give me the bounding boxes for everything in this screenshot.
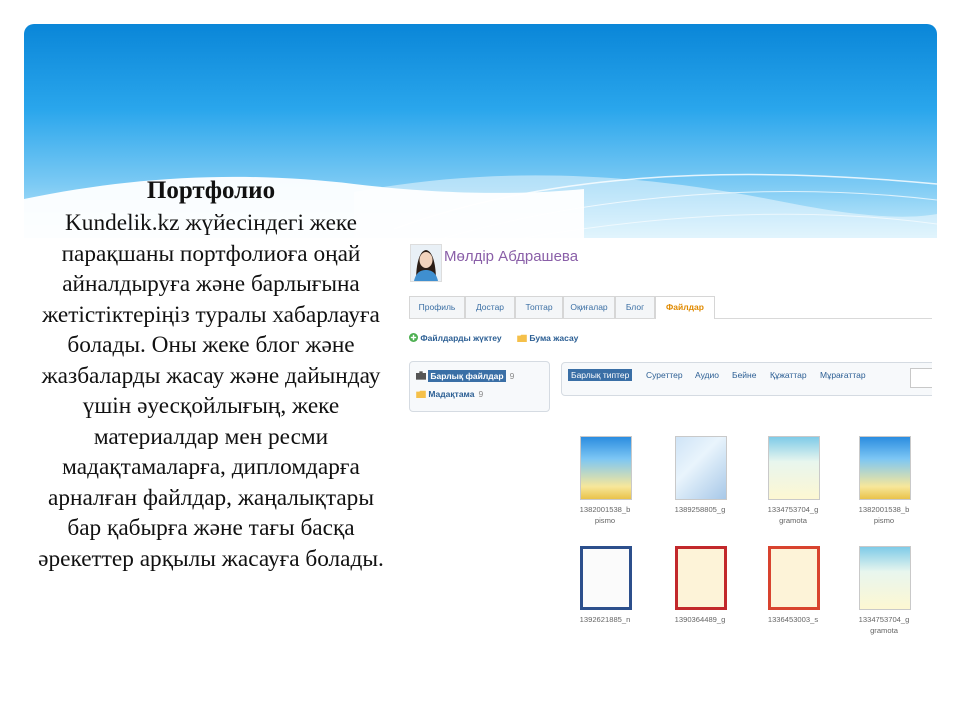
folder-list [409,361,550,412]
folder-all-files-label: Барлық файлдар [430,371,504,381]
upload-files-label: Файлдарды жүктеу [420,333,502,343]
folder-awards-count: 9 [478,389,484,399]
folder-icon [517,334,527,342]
plus-circle-icon [409,333,418,342]
user-name[interactable]: Мөлдір Абдрашева [444,248,579,265]
file-name[interactable]: 1382001538_b pismo [579,505,631,525]
file-type-filters [561,362,932,396]
tab-events[interactable]: Оқиғалар [563,296,615,318]
tab-blog[interactable]: Блог [615,296,655,318]
tab-groups[interactable]: Топтар [515,296,563,318]
folder-all-files-count: 9 [509,371,515,381]
file-name[interactable]: 1334753704_g gramota [858,615,910,635]
file-name[interactable]: 1392621885_n [579,615,631,624]
briefcase-icon [416,371,426,380]
tab-profile[interactable]: Профиль [409,296,465,318]
create-folder-label: Бума жасау [529,333,579,343]
file-thumbnail[interactable] [675,546,727,610]
file-thumbnail[interactable] [859,436,911,500]
filter-video[interactable]: Бейне [732,370,757,380]
file-name[interactable]: 1336453003_s [767,615,819,624]
folder-all-files[interactable] [416,371,514,381]
folder-icon [416,390,426,398]
file-thumbnail[interactable] [580,436,632,500]
slide-body: Kundelik.kz жүйесіндегі жеке парақшаны портфолиоға оңай айналдыруға және барлығына жетістіктеріңіз туралы хабарлауға болады. Оны жеке блог және жазбаларды жасау және дайындау үшін әуесқойлығың, жеке материалдар мен ресми мадақтамаларға, дипломдарға арналған файлдар, жаңалықтары бар қабырға және тағы басқа әрекеттер арқылы жасауға болады. [38,210,384,572]
slide-title: Портфолио [146,177,276,204]
avatar[interactable] [410,244,442,282]
file-name[interactable]: 1382001538_b pismo [858,505,910,525]
file-name[interactable]: 1390364489_g [674,615,726,624]
slide-text [30,174,392,574]
file-thumbnail[interactable] [859,546,911,610]
file-thumbnail[interactable] [580,546,632,610]
file-thumbnail[interactable] [675,436,727,500]
file-thumbnail[interactable] [768,436,820,500]
folder-awards-label: Мадақтама [428,389,475,399]
folder-awards[interactable] [416,389,483,399]
profile-tabs [409,296,932,319]
filter-archives[interactable]: Мұрағаттар [820,370,866,380]
filter-all-types[interactable]: Барлық типтер [568,369,632,381]
upload-files-button[interactable] [409,333,502,343]
tab-friends[interactable]: Достар [465,296,515,318]
user-photo-icon [411,245,441,281]
search-input[interactable] [910,368,932,388]
tab-files[interactable]: Файлдар [655,296,715,319]
portfolio-screenshot [404,238,932,648]
file-name[interactable]: 1334753704_g gramota [767,505,819,525]
file-name[interactable]: 1389258805_g [674,505,726,514]
filter-documents[interactable]: Құжаттар [770,370,807,380]
file-thumbnail[interactable] [768,546,820,610]
filter-audio[interactable]: Аудио [695,370,719,380]
filter-images[interactable]: Суреттер [646,370,683,380]
create-folder-button[interactable] [517,333,578,343]
